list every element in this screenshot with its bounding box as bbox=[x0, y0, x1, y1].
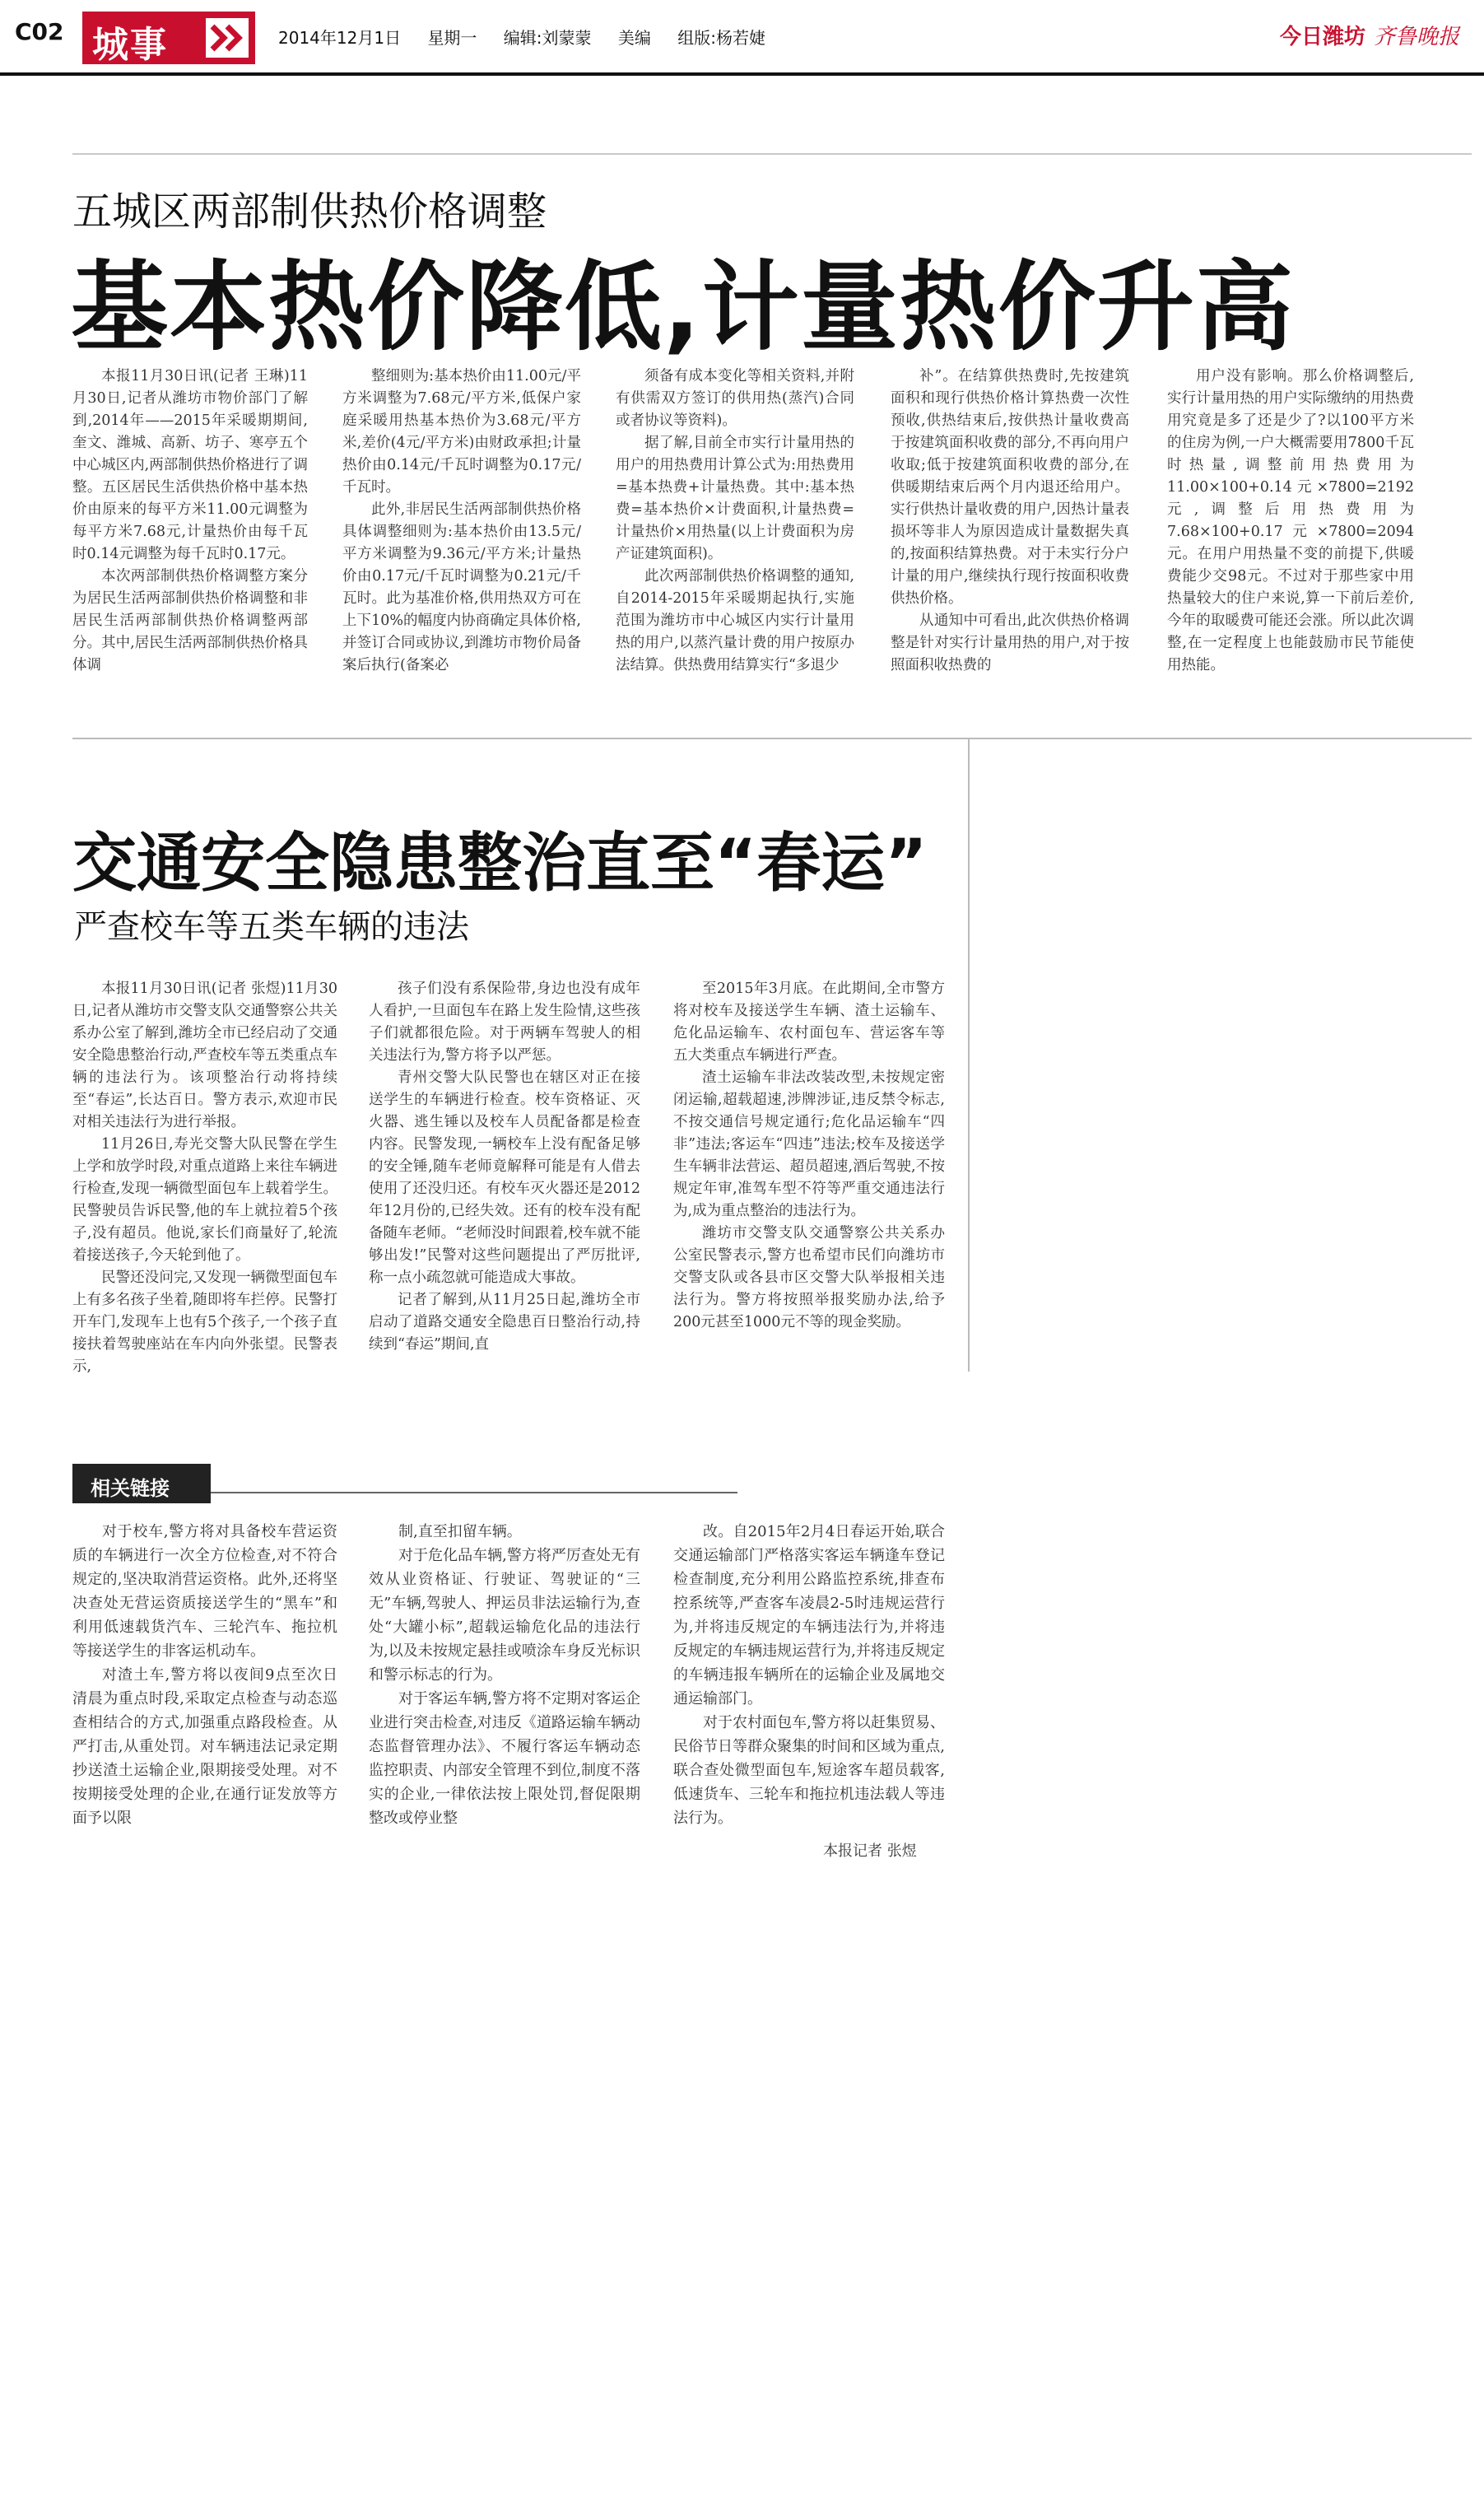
chevron-right-icon bbox=[206, 18, 249, 58]
paragraph: 孩子们没有系保险带,身边也没有成年人看护,一旦面包车在路上发生险情,这些孩子们就都很危险。对于两辆车驾驶人的相关违法行为,警方将予以严惩。 bbox=[369, 981, 640, 1064]
paragraph: 对渣土车,警方将以夜间9点至次日清晨为重点时段,采取定点检查与动态巡查相结合的方式,加强重点路段检查。从严打击,从重处罚。对车辆违法记录定期抄送渣土运输企业,限期接受处理。对不按期接受处理的企业,在通行证发放等方面予以限 bbox=[72, 1666, 337, 1827]
article2-headline: 交通安全隐患整治直至“春运” bbox=[72, 827, 928, 901]
paragraph: 记者了解到,从11月25日起,潍坊全市启动了道路交通安全隐患百日整治行动,持续到“春运”期间,直 bbox=[369, 1292, 640, 1353]
related-column-1 bbox=[72, 1520, 337, 1866]
article1-column-3 bbox=[616, 366, 854, 711]
paragraph: 对于农村面包车,警方将以赶集贸易、民俗节日等群众聚集的时间和区域为重点,联合查处微型面包车,短途客车超员载客,低速货车、三轮车和拖拉机违法载人等违法行为。 bbox=[673, 1714, 945, 1827]
article1-kicker: 五城区两部制供热价格调整 bbox=[72, 189, 547, 235]
article2-column-3 bbox=[673, 978, 945, 1406]
header-divider bbox=[72, 153, 1472, 155]
art-credit: 美编 bbox=[617, 28, 651, 48]
article1-column-1 bbox=[72, 366, 308, 711]
paragraph: 本报11月30日讯(记者 张煜)11月30日,记者从潍坊市交警支队交通警察公共关系办公室了解到,潍坊全市已经启动了交通安全隐患整治行动,严查校车等五类重点车辆的违法行为。该项整治行动将持续至“春运”,长达百日。警方表示,欢迎市民对相关违法行为进行举报。 bbox=[72, 981, 337, 1130]
article2-kicker: 严查校车等五类车辆的违法 bbox=[74, 908, 469, 946]
paragraph: 对于校车,警方将对具备校车营运资质的车辆进行一次全方位检查,对不符合规定的,坚决取消营运资格。此外,还将坚决查处无营运资质接送学生的“黑车”和利用低速载货汽车、三轮汽车、拖拉机等接送学生的非客运机动车。 bbox=[72, 1523, 337, 1660]
page-number: C02 bbox=[15, 18, 64, 45]
paragraph: 对于客运车辆,警方将不定期对客运企业进行突击检查,对违反《道路运输车辆动态监督管理办法》、不履行客运车辆动态监控职责、内部安全管理不到位,制度不落实的企业,一律依法按上限处罚,督促限期整改或停业整 bbox=[369, 1690, 640, 1827]
editor-credit: 编辑:刘蒙蒙 bbox=[503, 28, 592, 48]
section-divider bbox=[72, 738, 1472, 739]
masthead-rule bbox=[0, 72, 1484, 76]
section-title: 城事 bbox=[92, 24, 168, 66]
paragraph: 渣土运输车非法改装改型,未按规定密闭运输,超载超速,涉牌涉证,违反禁令标志,不按交通信号规定通行;危化品运输车“四非”违法;客运车“四违”违法;校车及接送学生车辆非法营运、超员超速,酒后驾驶,不按规定年审,准驾车型不符等严重交通违法行为,成为重点整治的违法行为。 bbox=[673, 1069, 945, 1219]
paragraph: 改。自2015年2月4日春运开始,联合交通运输部门严格落实客运车辆逢车登记检查制度,充分利用公路监控系统,排查布控系统等,严查客车凌晨2-5时违规运营行为,并将违反规定的车辆违法行为,并将违反规定的车辆违规运营行为,并将违反规定的车辆违报车辆所在的运输企业及属地交通运输部门。 bbox=[673, 1523, 945, 1707]
paper-name bbox=[1280, 20, 1459, 50]
paragraph: 潍坊市交警支队交通警察公共关系办公室民警表示,警方也希望市民们向潍坊市交警支队或各县市区交警大队举报相关违法行为。警方将按照举报奖励办法,给予200元甚至1000元不等的现金奖励。 bbox=[673, 1225, 945, 1330]
paragraph: 对于危化品车辆,警方将严厉查处无有效从业资格证、行驶证、驾驶证的“三无”车辆,驾驶人、押运员非法运输行为,查处“大罐小标”,超载运输危化品的违法行为,以及未按规定悬挂或喷涂车身反光标识和警示标志的行为。 bbox=[369, 1547, 640, 1684]
related-links-rule bbox=[211, 1492, 737, 1493]
paragraph: 制,直至扣留车辆。 bbox=[398, 1523, 522, 1540]
paragraph: 青州交警大队民警也在辖区对正在接送学生的车辆进行检查。校车资格证、灭火器、逃生锤以及校车人员配备都是检查内容。民警发现,一辆校车上没有配备足够的安全锤,随车老师竟解释可能是有人借去使用了还没归还。有校车灭火器还是2012年12月份的,已经失效。还有的校车没有配备随车老师。“老师没时间跟着,校车就不能够出发!”民警对这些问题提出了严厉批评,称一点小疏忽就可能造成大事故。 bbox=[369, 1069, 640, 1286]
paragraph: 据了解,目前全市实行计量用热的用户的用热费用计算公式为:用热费用=基本热费+计量热费。其中:基本热费=基本热价×计费面积,计量热费=计量热价×用热量(以上计费面积为房产证建筑面积)。 bbox=[616, 435, 854, 562]
issue-date: 2014年12月1日 bbox=[278, 28, 402, 48]
paragraph: 此外,非居民生活两部制供热价格具体调整细则为:基本热价由13.5元/平方米调整为9.36元/平方米;计量热价由0.17元/千瓦时调整为0.21元/千瓦时。此为基准价格,供用热双方可在上下10%的幅度内协商确定具体价格,并签订合同或协议,到潍坊市物价局备案后执行(备案必 bbox=[342, 501, 581, 673]
issue-meta bbox=[278, 25, 787, 49]
related-column-3 bbox=[673, 1520, 945, 1833]
column-divider bbox=[968, 738, 970, 1372]
related-column-2 bbox=[369, 1520, 640, 1866]
paragraph: 民警还没问完,又发现一辆微型面包车上有多名孩子坐着,随即将车拦停。民警打开车门,发现车上也有5个孩子,一个孩子直接扶着驾驶座站在车内向外张望。民警表示, bbox=[72, 1269, 337, 1375]
related-byline: 本报记者 张煜 bbox=[823, 1842, 917, 1860]
layout-credit: 组版:杨若婕 bbox=[677, 28, 766, 48]
paragraph: 须备有成本变化等相关资料,并附有供需双方签订的供用热(蒸汽)合同或者协议等资料)。 bbox=[616, 368, 854, 429]
article2-column-2 bbox=[369, 978, 640, 1406]
paragraph: 本次两部制供热价格调整方案分为居民生活两部制供热价格调整和非居民生活两部制供热价格调整两部分。其中,居民生活两部制供热价格具体调 bbox=[72, 568, 308, 673]
article1-column-5 bbox=[1167, 366, 1414, 711]
related-links-label: 相关链接 bbox=[91, 1477, 170, 1500]
paragraph: 11月26日,寿光交警大队民警在学生上学和放学时段,对重点道路上来往车辆进行检查,发现一辆微型面包车上载着学生。民警驶员告诉民警,他的车上就拉着5个孩子,没有超员。他说,家长们商量好了,轮流着接送孩子,今天轮到他了。 bbox=[72, 1136, 337, 1264]
article1-column-2 bbox=[342, 366, 581, 711]
paragraph: 整细则为:基本热价由11.00元/平方米调整为7.68元/平方米,低保户家庭采暖用热基本热价为3.68元/平方米,差价(4元/平方米)由财政承担;计量热价由0.14元/千瓦时调整为0.17元/千瓦时。 bbox=[342, 368, 581, 496]
paragraph: 至2015年3月底。在此期间,全市警方将对校车及接送学生车辆、渣土运输车、危化品运输车、农村面包车、营运客车等五大类重点车辆进行严查。 bbox=[673, 981, 945, 1064]
article1-column-4 bbox=[891, 366, 1129, 711]
issue-weekday: 星期一 bbox=[427, 28, 477, 48]
paragraph: 从通知中可看出,此次供热价格调整是针对实行计量用热的用户,对于按照面积收热费的 bbox=[891, 613, 1129, 673]
article2-column-1 bbox=[72, 978, 337, 1406]
paragraph: 补”。在结算供热费时,先按建筑面积和现行供热价格计算热费一次性预收,供热结束后,按供热计量收费高于按建筑面积收费的部分,不再向用户收取;低于按建筑面积收费的部分,在供暖期结束后两个月内退还给用户。实行供热计量收费的用户,因热计量表损坏等非人为原因造成计量数据失真的,按面积结算热费。对于未实行分户计量的用户,继续执行现行按面积收费供热价格。 bbox=[891, 368, 1129, 607]
paragraph: 本报11月30日讯(记者 王琳)11月30日,记者从潍坊市物价部门了解到,2014年——2015年采暖期期间,奎文、潍城、高新、坊子、寒亭五个中心城区内,两部制供热价格进行了调整。五区居民生活供热价格中基本热价由原来的每平方米11.00元调整为每平方米7.68元,计量热价由每千瓦时0.14元调整为每千瓦时0.17元。 bbox=[72, 368, 308, 562]
article1-headline: 基本热价降低,计量热价升高 bbox=[71, 250, 1295, 364]
paper-edition: 今日潍坊 bbox=[1279, 25, 1365, 49]
paragraph: 此次两部制供热价格调整的通知,自2014-2015年采暖期起执行,实施范围为潍坊市中心城区内实行计量用热的用户,以蒸汽量计费的用户按原办法结算。供热费用结算实行“多退少 bbox=[616, 568, 854, 673]
paragraph: 用户没有影响。那么价格调整后,实行计量用热的用户实际缴纳的用热费用究竟是多了还是少了?以100平方米的住房为例,一户大概需要用7800千瓦时热量,调整前用热费用为11.00×100+0.14元×7800=2192元,调整后用热费用为7.68×100+0.17元×7800=2094元。在用户用热量不变的前提下,供暖费能少交98元。不过对于那些家中用热量较大的住户来说,算一下前后差价,今年的取暖费可能还会涨。所以此次调整,在一定程度上也能鼓励市民节能使用热能。 bbox=[1167, 368, 1414, 673]
paper-logo: 齐鲁晚报 bbox=[1373, 25, 1459, 49]
